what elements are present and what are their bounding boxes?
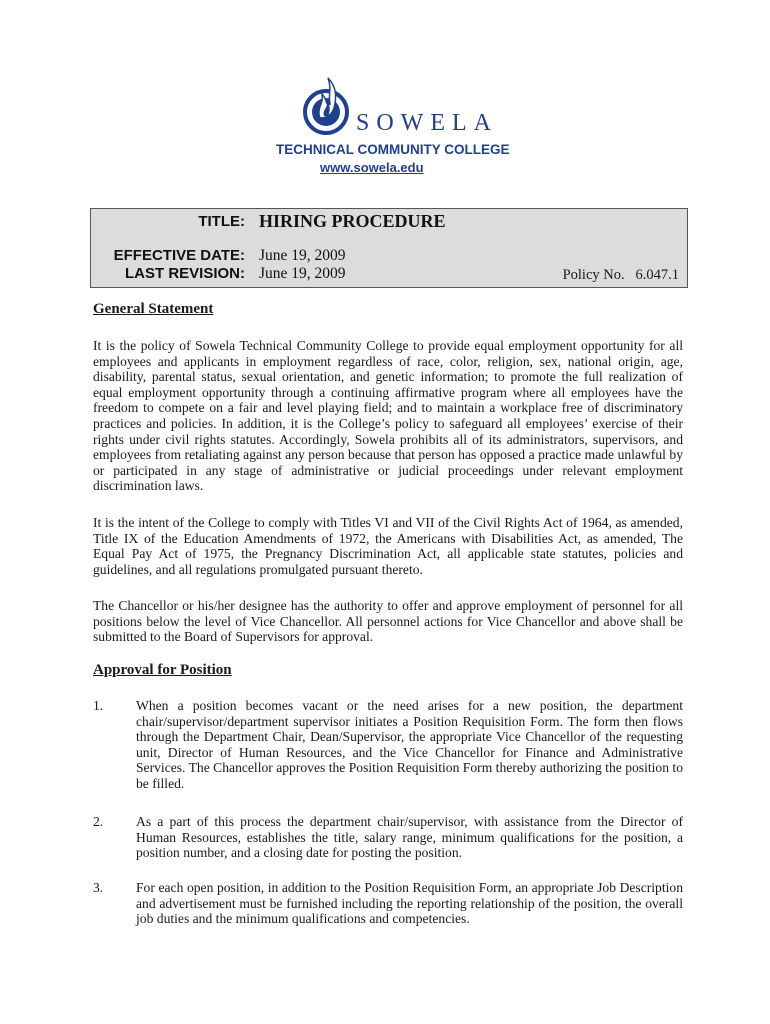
list-item-number: 1.: [93, 698, 104, 713]
policy-number-label: Policy No.: [562, 267, 625, 283]
sowela-logo-icon: [298, 74, 354, 138]
title-label: TITLE:: [198, 213, 245, 230]
policy-number-value: 6.047.1: [635, 267, 679, 283]
policy-title: HIRING PROCEDURE: [259, 211, 446, 231]
general-statement-paragraph-2: It is the intent of the College to comply with Titles VI and VII of the Civil Rights Act of 1964, as amended, Title IX of the Education Amendments of 1972, the Americans with Disabilities Act, as amended, The Equal Pay Act of 1975, the Pregnancy Discrimination Act, all applicable state statutes, policies and guidelines, and all regulations promulgated pursuant thereto.: [93, 515, 683, 577]
effective-date-value: June 19, 2009: [259, 247, 346, 264]
last-revision-value: June 19, 2009: [259, 265, 346, 282]
last-revision-label: LAST REVISION:: [124, 265, 245, 282]
list-item-number: 2.: [93, 814, 104, 829]
list-item-number: 3.: [93, 880, 104, 895]
brand-subtitle: TECHNICAL COMMUNITY COLLEGE: [276, 142, 510, 157]
approval-heading: Approval for Position: [93, 662, 232, 678]
list-item: When a position becomes vacant or the need arises for a new position, the department chair/supervisor/department supervisor initiates a Position Requisition Form. The form then flows through the Department Chair, Dean/Supervisor, the appropriate Vice Chancellor of the requesting unit, Director of Human Resources, and the Vice Chancellor for Finance and Administrative Services. The Chancellor approves the Position Requisition Form thereby authorizing the position to be filled.: [136, 698, 683, 791]
policy-number: [563, 267, 679, 284]
general-statement-heading: General Statement: [93, 301, 214, 317]
list-item: For each open position, in addition to the Position Requisition Form, an appropriate Job Description and advertisement must be furnished including the reporting relationship of the position, the overall job duties and the minimum qualifications and competencies.: [136, 880, 683, 927]
brand-name: SOWELA: [356, 110, 498, 136]
general-statement-paragraph-3: The Chancellor or his/her designee has the authority to offer and approve employment of personnel for all positions below the level of Vice Chancellor. All personnel actions for Vice Chancellor and above shall be submitted to the Board of Supervisors for approval.: [93, 598, 683, 645]
list-item: As a part of this process the department chair/supervisor, with assistance from the Director of Human Resources, establishes the title, salary range, minimum qualifications for the position, a position number, and a closing date for posting the position.: [136, 814, 683, 861]
general-statement-paragraph-1: It is the policy of Sowela Technical Community College to provide equal employment opportunity for all employees and applicants in employment regardless of race, color, religion, sex, national origin, age, disability, parental status, sexual orientation, and genetic information; to promote the full realization of equal employment opportunity through a continuing affirmative program where all employees have the freedom to compete on a fair and level playing field; and to maintain a workplace free of discriminatory practices and policies. In addition, it is the College’s policy to safeguard all employees’ exercise of their rights under civil rights statutes. Accordingly, Sowela prohibits all of its administrators, supervisors, and employees from retaliating against any person because that person has opposed a practice made unlawful by or participated in any stage of administrative or judicial proceedings under relevant employment discrimination laws.: [93, 338, 683, 494]
policy-title-box: [90, 208, 688, 288]
effective-date-label: EFFECTIVE DATE:: [113, 247, 245, 264]
brand-url-link[interactable]: www.sowela.edu: [320, 160, 424, 175]
